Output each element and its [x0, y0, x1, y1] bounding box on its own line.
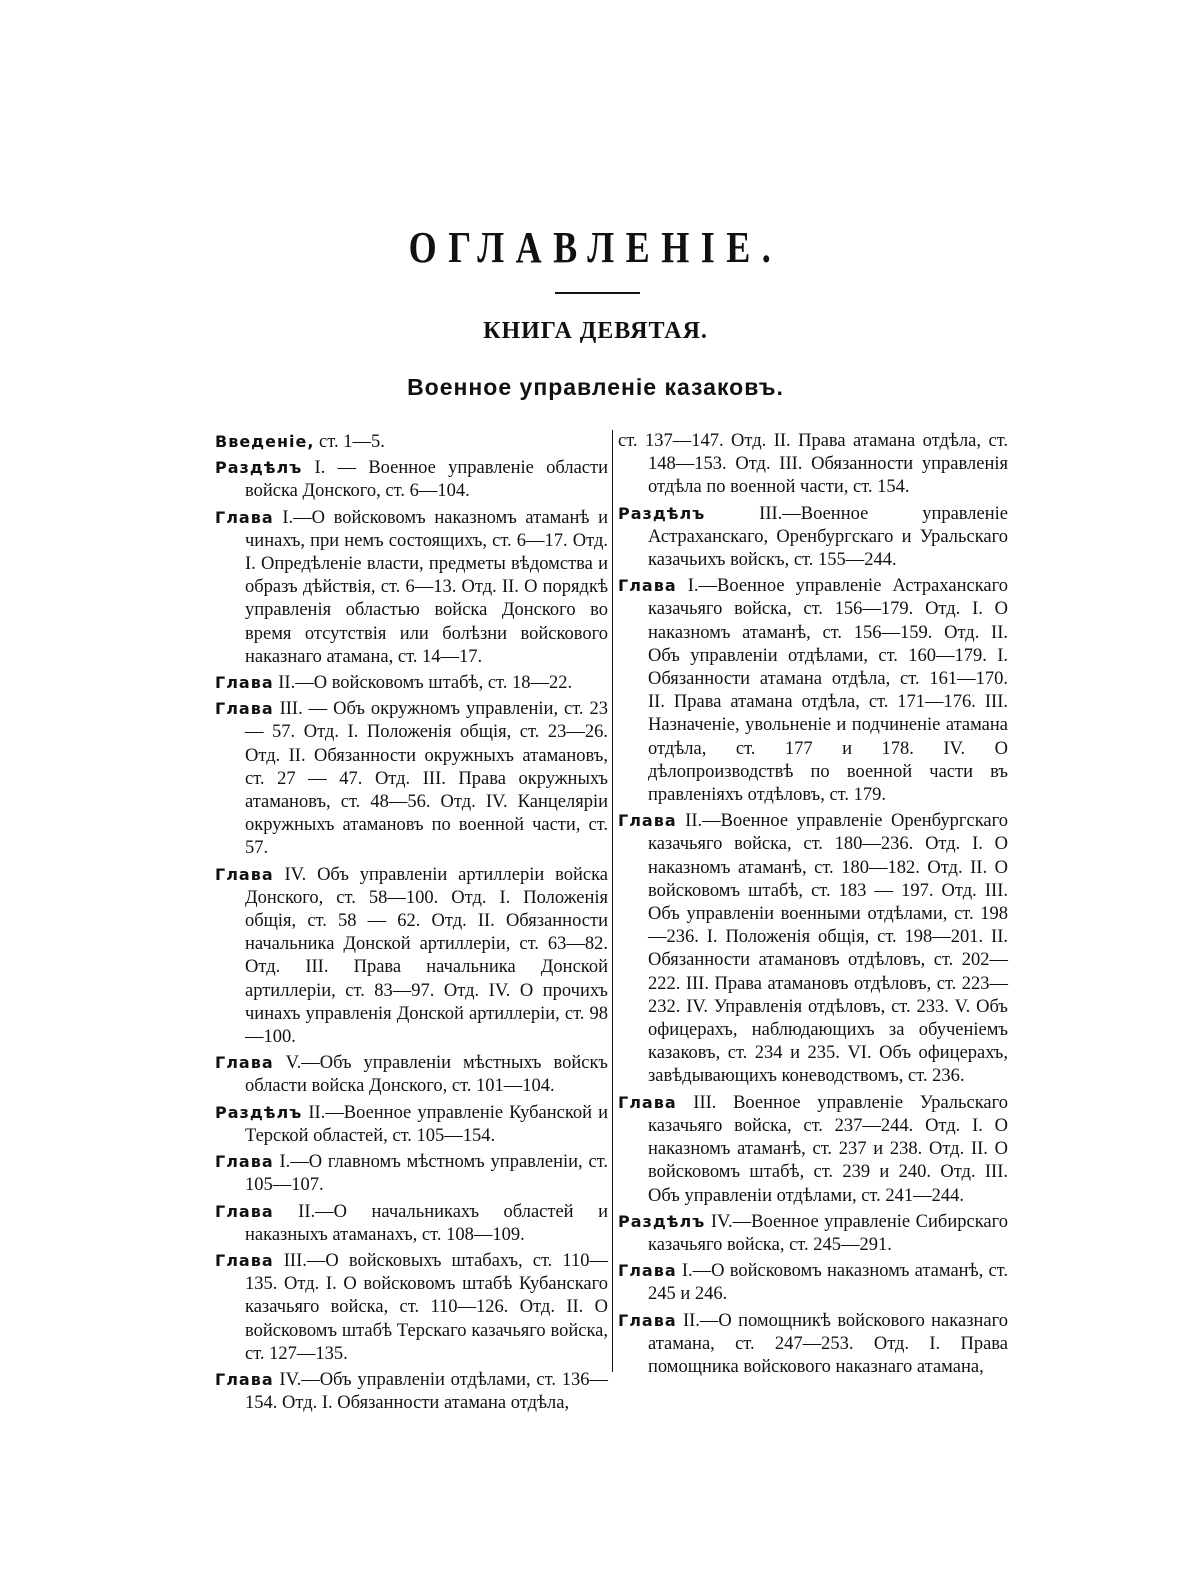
toc-entry [215, 1200, 608, 1247]
toc-entry-label: Введеніе, [215, 432, 315, 451]
toc-entry [618, 502, 1008, 573]
toc-entry-label: Глава [215, 1369, 274, 1389]
toc-entry-label: Глава [618, 1092, 677, 1112]
toc-entry [215, 430, 608, 454]
toc-entry-text: II.—О начальникахъ областей и наказныхъ атаманахъ, ст. 108—109. [245, 1201, 608, 1245]
subject-heading: Военное управленіе казаковъ. [407, 374, 784, 400]
toc-entry [215, 697, 608, 860]
toc-entry-label: Раздѣлъ [215, 1102, 303, 1122]
toc-entry-text: IV.—Военное управленіе Сибирскаго казачьяго войска, ст. 245—291. [648, 1211, 1008, 1255]
toc-entry-text: I. — Военное управленіе области войска Донского, ст. 6—104. [245, 458, 608, 502]
column-divider [612, 430, 613, 1372]
toc-entry [618, 1309, 1008, 1380]
toc-entry-label: Раздѣлъ [618, 503, 706, 523]
toc-entry-text: II.—Военное управленіе Оренбургскаго казачьяго войска, ст. 180—236. Отд. I. О наказномъ атаманѣ, ст. 180—182. Отд. II. О войсковомъ штабѣ, ст. 183 — 197. Отд. III. Объ управленіи военными отдѣлами, ст. 198—236. I. Положенія общія, ст. 198—201. II. Обязанности атамановъ отдѣловъ, ст. 202—222. III. Права атамановъ отдѣловъ, ст. 223—232. IV. Управленія отдѣловъ, ст. 233. V. Объ офицерахъ, наблюдающихъ за обученіемъ казаковъ, ст. 234 и 235. VI. Объ офицерахъ, завѣдывающихъ коневодствомъ, ст. 236. [648, 811, 1008, 1087]
toc-entry-text: II.—Военное управленіе Кубанской и Терской областей, ст. 105—154. [245, 1102, 608, 1146]
toc-entry [215, 1051, 608, 1098]
toc-entry-label: Глава [215, 1250, 274, 1270]
toc-entry-text: I.—О главномъ мѣстномъ управленіи, ст. 105—107. [245, 1152, 608, 1196]
toc-entry [618, 1210, 1008, 1257]
toc-entry [215, 506, 608, 669]
toc-entry-label: Глава [215, 699, 274, 719]
toc-entry-text: IV.—Объ управленіи отдѣлами, ст. 136—154. Отд. I. Обязанности атамана отдѣла, [245, 1369, 608, 1414]
book-heading: КНИГА ДЕВЯТАЯ. [483, 318, 708, 344]
toc-entry-text: ст. 1—5. [314, 432, 385, 452]
toc-entry [215, 671, 608, 695]
toc-entry-text: V.—Объ управленіи мѣстныхъ войскъ области войска Донского, ст. 101—104. [245, 1053, 608, 1097]
toc-entry-label: Глава [215, 1201, 274, 1221]
toc-entry-label: Глава [618, 811, 677, 831]
toc-entry-text: III. Военное управленіе Уральскаго казачьяго войска, ст. 237—244. Отд. I. О наказномъ атаманѣ, ст. 237 и 238. Отд. II. О войсковомъ штабѣ, ст. 239 и 240. Отд. III. Объ управленіи отдѣлами, ст. 241—244. [648, 1092, 1008, 1206]
toc-entry-text: II.—О войсковомъ штабѣ, ст. 18—22. [273, 673, 573, 694]
toc-entry [215, 456, 608, 503]
title-divider [555, 292, 640, 294]
toc-entry [215, 863, 608, 1050]
toc-entry [618, 1091, 1008, 1208]
toc-entry-text: I.—О войсковомъ наказномъ атаманѣ и чинахъ, при немъ состоящихъ, ст. 6—17. Отд. I. Опредѣленіе власти, предметы вѣдомства и образъ дѣйствія, ст. 6—13. Отд. II. О порядкѣ управленія областью войска Донского во время отсутствія или болѣзни войскового наказнаго атамана, ст. 14—17. [245, 507, 608, 667]
toc-entry-label: Глава [618, 576, 677, 596]
toc-entry [215, 1101, 608, 1148]
toc-entry-text: ст. 137—147. Отд. II. Права атамана отдѣла, ст. 148—153. Отд. III. Обязанности управленія отдѣла по военной части, ст. 154. [618, 431, 1008, 498]
toc-entry-text: I.—О войсковомъ наказномъ атаманѣ, ст. 245 и 246. [648, 1261, 1008, 1305]
toc-entry [618, 1259, 1008, 1306]
toc-entry-text: II.—О помощникѣ войскового наказнаго атамана, ст. 247—253. Отд. I. Права помощника войскового наказнаго атамана, [648, 1310, 1008, 1377]
toc-entry-label: Глава [215, 507, 274, 527]
page-title: ОГЛАВЛЕНІЕ. [408, 223, 783, 272]
toc-entry-text: III. — Объ окружномъ управленіи, ст. 23 — 57. Отд. I. Положенія общія, ст. 23—26. Отд. II. Обязанности окружныхъ атамановъ, ст. 27 — 47. Отд. III. Права окружныхъ атамановъ, ст. 48—56. Отд. IV. Канцеляріи окружныхъ атамановъ по военной части, ст. 57. [245, 699, 608, 859]
toc-entry-label: Глава [215, 864, 274, 884]
toc-entry [215, 1368, 608, 1415]
toc-entry-label: Раздѣлъ [618, 1211, 706, 1231]
toc-entry [618, 574, 1008, 807]
toc-entry-text: IV. Объ управленіи артиллеріи войска Донского, ст. 58—100. Отд. I. Положенія общія, ст. 58 — 62. Отд. II. Обязанности начальника Донской артиллеріи, ст. 63—82. Отд. III. Права начальника Донской артиллеріи, ст. 83—97. Отд. IV. О прочихъ чинахъ управленія Донской артиллеріи, ст. 98—100. [245, 864, 608, 1048]
toc-entry-text: III.—Военное управленіе Астраханскаго, Оренбургскаго и Уральскаго казачьихъ войскъ, ст. 155—244. [648, 503, 1008, 571]
toc-entry [618, 430, 1008, 500]
toc-entry [215, 1249, 608, 1366]
toc-entry-label: Глава [618, 1310, 677, 1330]
toc-entry-text: I.—Военное управленіе Астраханскаго казачьяго войска, ст. 156—179. Отд. I. О наказномъ атаманѣ, ст. 156—159. Отд. II. Объ управленіи отдѣлами, ст. 160—179. I. Обязанности атамана отдѣла, ст. 161—170. II. Права атамана отдѣла, ст. 171—176. III. Назначеніе, увольненіе и подчиненіе атамана отдѣла, ст. 177 и 178. IV. О дѣлопроизводствѣ по военной части въ правленіяхъ отдѣловъ, ст. 179. [648, 576, 1008, 806]
toc-entry-label: Глава [618, 1261, 677, 1281]
toc-entry [618, 809, 1008, 1088]
toc-entry-label: Глава [215, 1152, 274, 1172]
toc-left-column [215, 430, 608, 1417]
toc-entry-text: III.—О войсковыхъ штабахъ, ст. 110—135. Отд. I. О войсковомъ штабѣ Кубанскаго казачьяго войска, ст. 110—126. Отд. II. О войсковомъ штабѣ Терскаго казачьяго войска, ст. 127—135. [245, 1250, 608, 1364]
toc-entry-label: Раздѣлъ [215, 458, 303, 478]
toc-entry [215, 1150, 608, 1197]
toc-right-column [618, 430, 1008, 1381]
toc-entry-label: Глава [215, 1053, 274, 1073]
toc-entry-label: Глава [215, 673, 274, 693]
